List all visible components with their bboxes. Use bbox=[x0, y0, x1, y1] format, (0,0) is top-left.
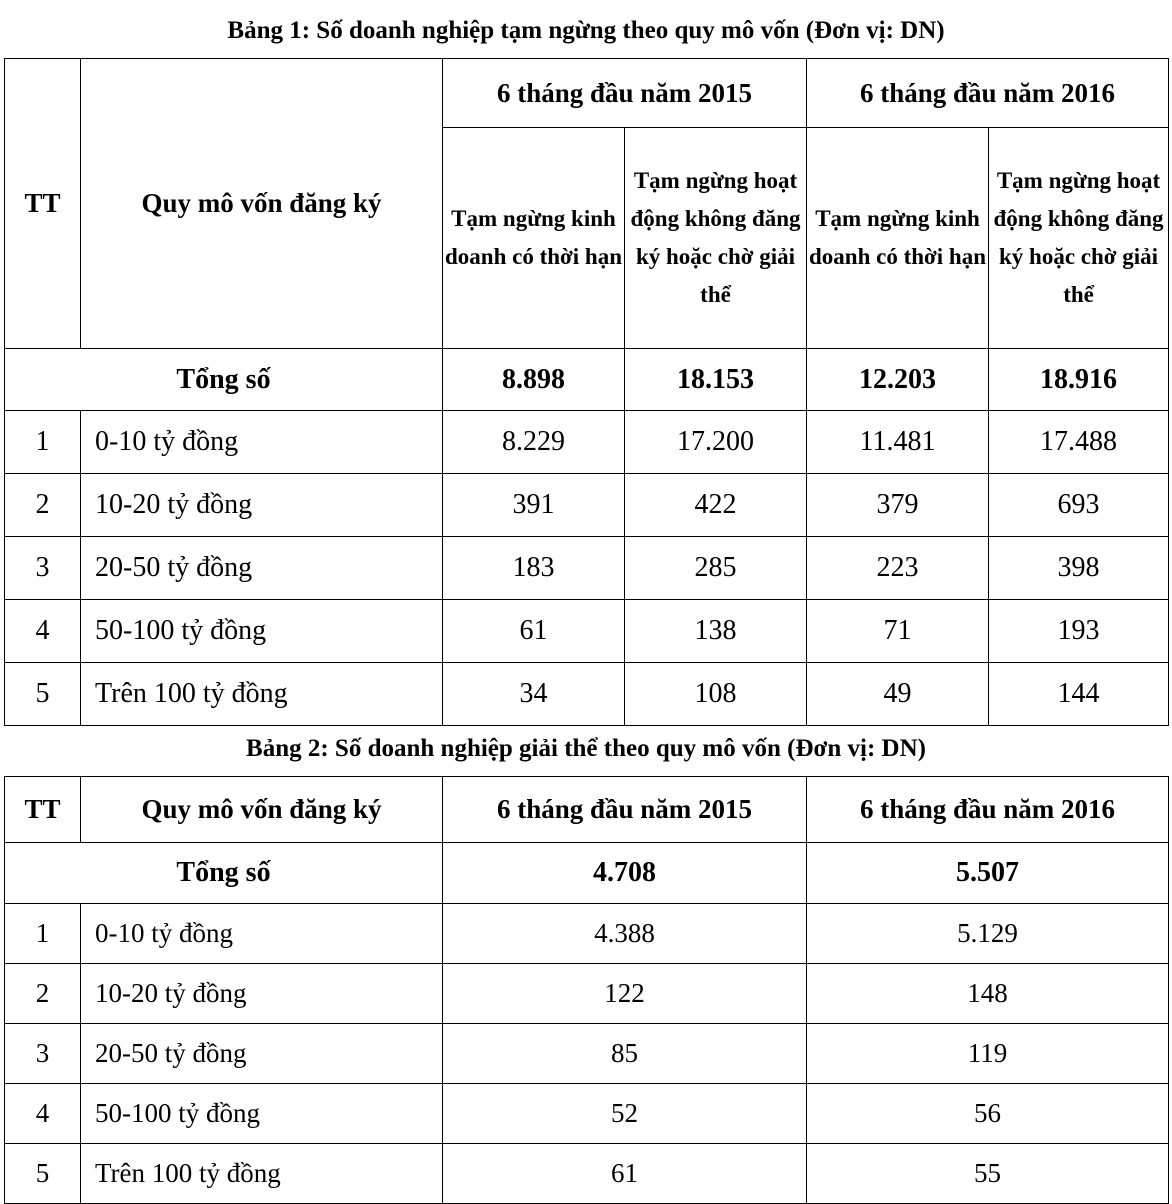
table2-header-scale: Quy mô vốn đăng ký bbox=[81, 777, 443, 843]
row-scale: 10-20 tỷ đồng bbox=[81, 964, 443, 1024]
row-value: 34 bbox=[443, 663, 625, 726]
table-row bbox=[5, 537, 1169, 600]
row-value: 122 bbox=[443, 964, 807, 1024]
row-scale: 50-100 tỷ đồng bbox=[81, 600, 443, 663]
row-tt: 1 bbox=[5, 904, 81, 964]
table2-caption: Bảng 2: Số doanh nghiệp giải thể theo quy mô vốn (Đơn vị: DN) bbox=[246, 735, 926, 762]
row-tt: 2 bbox=[5, 964, 81, 1024]
table1-total-cell: 18.153 bbox=[625, 349, 807, 411]
row-value: 138 bbox=[625, 600, 807, 663]
table1-suspended-businesses bbox=[4, 58, 1169, 726]
table1-header-scale: Quy mô vốn đăng ký bbox=[81, 59, 443, 349]
table1-header-year-2015: 6 tháng đầu năm 2015 bbox=[443, 59, 807, 128]
row-value: 391 bbox=[443, 474, 625, 537]
table2-total-cell: 4.708 bbox=[443, 843, 807, 904]
row-value: 223 bbox=[807, 537, 989, 600]
table1-total-row bbox=[5, 349, 1169, 411]
table-row bbox=[5, 411, 1169, 474]
table2-header-tt: TT bbox=[5, 777, 81, 843]
row-value: 398 bbox=[989, 537, 1169, 600]
table2-total-cell: 5.507 bbox=[807, 843, 1169, 904]
table2-total-label: Tổng số bbox=[5, 843, 443, 904]
row-scale: 10-20 tỷ đồng bbox=[81, 474, 443, 537]
row-value: 71 bbox=[807, 600, 989, 663]
row-tt: 3 bbox=[5, 537, 81, 600]
table1-header-tt: TT bbox=[5, 59, 81, 349]
table1-total-cell: 12.203 bbox=[807, 349, 989, 411]
row-tt: 5 bbox=[5, 663, 81, 726]
table-row bbox=[5, 1144, 1169, 1204]
row-value: 379 bbox=[807, 474, 989, 537]
table-row bbox=[5, 474, 1169, 537]
table-row bbox=[5, 964, 1169, 1024]
table-row bbox=[5, 904, 1169, 964]
table-row bbox=[5, 1024, 1169, 1084]
row-value: 55 bbox=[807, 1144, 1169, 1204]
row-value: 108 bbox=[625, 663, 807, 726]
table1-total-label: Tổng số bbox=[5, 349, 443, 411]
row-value: 61 bbox=[443, 600, 625, 663]
row-value: 85 bbox=[443, 1024, 807, 1084]
row-scale: 20-50 tỷ đồng bbox=[81, 537, 443, 600]
table2-total-row bbox=[5, 843, 1169, 904]
row-scale: Trên 100 tỷ đồng bbox=[81, 663, 443, 726]
row-value: 183 bbox=[443, 537, 625, 600]
row-value: 285 bbox=[625, 537, 807, 600]
table2-header-row bbox=[5, 777, 1169, 843]
row-value: 5.129 bbox=[807, 904, 1169, 964]
row-value: 193 bbox=[989, 600, 1169, 663]
table-row bbox=[5, 663, 1169, 726]
row-tt: 1 bbox=[5, 411, 81, 474]
row-tt: 5 bbox=[5, 1144, 81, 1204]
table-row bbox=[5, 1084, 1169, 1144]
table1-total-cell: 18.916 bbox=[989, 349, 1169, 411]
row-value: 52 bbox=[443, 1084, 807, 1144]
row-value: 17.488 bbox=[989, 411, 1169, 474]
table1-header-sub-2: Tạm ngừng hoạt động không đăng ký hoặc chờ giải thể bbox=[625, 128, 807, 349]
table-row bbox=[5, 600, 1169, 663]
row-scale: Trên 100 tỷ đồng bbox=[81, 1144, 443, 1204]
row-value: 693 bbox=[989, 474, 1169, 537]
row-tt: 3 bbox=[5, 1024, 81, 1084]
row-value: 422 bbox=[625, 474, 807, 537]
row-tt: 2 bbox=[5, 474, 81, 537]
table2-header-year-2015: 6 tháng đầu năm 2015 bbox=[443, 777, 807, 843]
row-value: 56 bbox=[807, 1084, 1169, 1144]
table1-header-row-1 bbox=[5, 59, 1169, 128]
row-value: 4.388 bbox=[443, 904, 807, 964]
table1-header-year-2016: 6 tháng đầu năm 2016 bbox=[807, 59, 1169, 128]
table1-header-sub-1: Tạm ngừng kinh doanh có thời hạn bbox=[443, 128, 625, 349]
row-value: 11.481 bbox=[807, 411, 989, 474]
row-scale: 50-100 tỷ đồng bbox=[81, 1084, 443, 1144]
table1-caption: Bảng 1: Số doanh nghiệp tạm ngừng theo quy mô vốn (Đơn vị: DN) bbox=[227, 17, 945, 44]
row-value: 49 bbox=[807, 663, 989, 726]
row-scale: 0-10 tỷ đồng bbox=[81, 411, 443, 474]
row-value: 144 bbox=[989, 663, 1169, 726]
table1-header-sub-4: Tạm ngừng hoạt động không đăng ký hoặc chờ giải thể bbox=[989, 128, 1169, 349]
row-scale: 0-10 tỷ đồng bbox=[81, 904, 443, 964]
row-value: 148 bbox=[807, 964, 1169, 1024]
table2-dissolved-businesses bbox=[4, 776, 1169, 1204]
row-value: 61 bbox=[443, 1144, 807, 1204]
table2-header-year-2016: 6 tháng đầu năm 2016 bbox=[807, 777, 1169, 843]
row-value: 119 bbox=[807, 1024, 1169, 1084]
table1-total-cell: 8.898 bbox=[443, 349, 625, 411]
table1-header-sub-3: Tạm ngừng kinh doanh có thời hạn bbox=[807, 128, 989, 349]
row-tt: 4 bbox=[5, 1084, 81, 1144]
row-value: 17.200 bbox=[625, 411, 807, 474]
row-value: 8.229 bbox=[443, 411, 625, 474]
row-tt: 4 bbox=[5, 600, 81, 663]
row-scale: 20-50 tỷ đồng bbox=[81, 1024, 443, 1084]
